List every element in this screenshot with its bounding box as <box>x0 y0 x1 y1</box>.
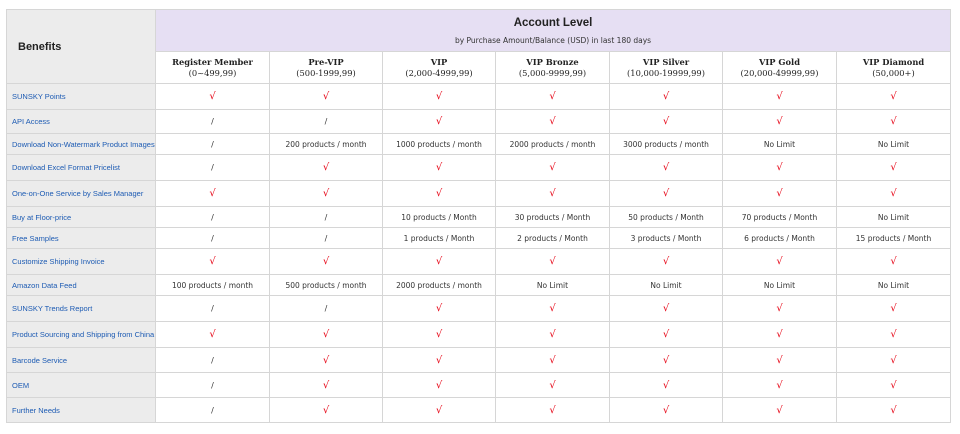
level-column-header <box>837 52 951 84</box>
check-icon: √ <box>890 188 897 199</box>
benefit-cell-included <box>156 181 270 207</box>
benefit-cell-unavailable <box>156 228 270 249</box>
check-icon: √ <box>322 162 330 173</box>
check-icon: √ <box>322 256 330 267</box>
benefit-cell-included <box>496 110 610 134</box>
level-range: (500-1999,99) <box>296 67 356 78</box>
benefit-cell-unavailable <box>156 155 270 181</box>
check-icon: √ <box>322 354 330 366</box>
check-icon: √ <box>890 329 897 340</box>
benefit-cell-unavailable <box>270 228 383 249</box>
benefit-cell-included <box>723 249 837 275</box>
check-icon: √ <box>322 379 330 391</box>
level-name: VIP Bronze <box>526 56 579 67</box>
check-icon: √ <box>435 303 443 314</box>
benefit-quota: 3 products / Month <box>630 233 702 243</box>
benefit-cell-included <box>270 249 383 275</box>
benefit-quota: No Limit <box>536 280 569 290</box>
benefit-cell-quota <box>723 134 837 155</box>
benefit-cell-quota <box>383 228 496 249</box>
benefit-cell-included <box>270 84 383 110</box>
benefit-quota: 2 products / Month <box>517 233 588 243</box>
check-icon: √ <box>890 404 897 416</box>
benefit-cell-unavailable <box>270 207 383 228</box>
benefit-link[interactable]: One-on-One Service by Sales Manager <box>7 181 156 207</box>
benefit-cell-included <box>723 322 837 348</box>
level-range: (2,000-4999,99) <box>405 67 473 78</box>
benefit-cell-included <box>496 322 610 348</box>
benefit-quota: 2000 products / month <box>509 139 596 149</box>
level-range: (20,000-49999,99) <box>740 67 819 78</box>
table-row <box>7 249 951 275</box>
benefit-link[interactable]: SUNSKY Points <box>7 84 156 110</box>
benefit-cell-unavailable <box>156 110 270 134</box>
benefit-cell-quota <box>837 275 951 296</box>
benefit-cell-quota <box>496 228 610 249</box>
benefit-quota: No Limit <box>650 280 682 290</box>
benefit-cell-included <box>837 84 951 110</box>
benefit-cell-included <box>383 181 496 207</box>
benefit-cell-included <box>383 322 496 348</box>
benefit-cell-included <box>723 181 837 207</box>
benefit-cell-quota <box>383 134 496 155</box>
check-icon: √ <box>776 91 783 102</box>
benefit-cell-included <box>383 110 496 134</box>
check-icon: √ <box>435 188 443 199</box>
benefit-cell-unavailable <box>156 207 270 228</box>
check-icon: √ <box>662 329 670 340</box>
level-range: (50,000+) <box>872 67 915 78</box>
benefit-quota: 15 products / Month <box>855 233 932 243</box>
benefit-quota: 70 products / Month <box>741 212 818 222</box>
benefit-cell-quota <box>723 275 837 296</box>
check-icon: √ <box>435 162 443 173</box>
benefit-cell-unavailable <box>156 134 270 155</box>
table-row <box>7 322 951 348</box>
check-icon: √ <box>890 354 897 366</box>
benefit-quota: 200 products / month <box>285 139 367 149</box>
benefit-link[interactable]: Barcode Service <box>7 348 156 373</box>
check-icon: √ <box>435 256 443 267</box>
level-name: VIP Diamond <box>862 56 925 67</box>
benefit-cell-included <box>270 348 383 373</box>
benefit-cell-included <box>496 84 610 110</box>
benefit-cell-included <box>610 110 723 134</box>
benefit-cell-included <box>496 249 610 275</box>
check-icon: √ <box>776 354 783 366</box>
account-level-table <box>6 9 951 423</box>
check-icon: √ <box>549 91 556 102</box>
benefit-link[interactable]: Free Samples <box>7 228 156 249</box>
benefit-link[interactable]: Amazon Data Feed <box>7 275 156 296</box>
check-icon: √ <box>776 116 783 127</box>
level-column-header <box>383 52 496 84</box>
benefit-cell-included <box>837 110 951 134</box>
benefit-cell-included <box>610 373 723 398</box>
benefit-quota: No Limit <box>763 280 796 290</box>
benefit-cell-included <box>610 322 723 348</box>
table-row <box>7 181 951 207</box>
not-available-mark: / <box>211 304 214 313</box>
check-icon: √ <box>662 116 670 127</box>
benefits-comparison <box>6 9 951 423</box>
check-icon: √ <box>549 354 556 366</box>
level-range: (5,000-9999,99) <box>518 67 587 78</box>
benefit-cell-included <box>496 181 610 207</box>
benefit-cell-quota <box>270 134 383 155</box>
benefits-body <box>7 84 951 423</box>
check-icon: √ <box>209 329 216 340</box>
level-range: (10,000-19999,99) <box>627 67 705 78</box>
benefit-cell-quota <box>723 228 837 249</box>
benefit-cell-included <box>610 398 723 423</box>
benefit-cell-quota <box>610 275 723 296</box>
benefit-cell-quota <box>383 275 496 296</box>
benefit-link[interactable]: Product Sourcing and Shipping from China <box>7 322 156 348</box>
benefit-quota: 10 products / Month <box>401 212 477 222</box>
check-icon: √ <box>549 404 556 416</box>
check-icon: √ <box>435 379 443 391</box>
benefit-cell-quota <box>837 207 951 228</box>
table-row <box>7 348 951 373</box>
benefit-cell-included <box>383 398 496 423</box>
benefit-cell-included <box>270 322 383 348</box>
check-icon: √ <box>662 188 670 199</box>
benefit-cell-unavailable <box>156 398 270 423</box>
check-icon: √ <box>322 91 330 102</box>
check-icon: √ <box>209 256 216 267</box>
check-icon: √ <box>776 188 783 199</box>
check-icon: √ <box>549 379 556 391</box>
benefit-cell-included <box>496 296 610 322</box>
check-icon: √ <box>662 256 670 267</box>
benefit-cell-included <box>610 296 723 322</box>
account-level-subtitle: by Purchase Amount/Balance (USD) in last 180 days <box>454 36 652 45</box>
benefit-cell-included <box>270 373 383 398</box>
benefit-cell-included <box>270 155 383 181</box>
check-icon: √ <box>890 116 897 127</box>
benefit-cell-unavailable <box>156 373 270 398</box>
benefit-link[interactable]: Download Non-Watermark Product Images <box>7 134 156 155</box>
check-icon: √ <box>322 188 330 199</box>
benefit-cell-included <box>723 348 837 373</box>
benefit-cell-included <box>156 84 270 110</box>
benefit-cell-included <box>383 296 496 322</box>
benefit-quota: 100 products / month <box>171 280 254 290</box>
check-icon: √ <box>549 116 556 127</box>
check-icon: √ <box>776 404 783 416</box>
benefit-cell-quota <box>496 207 610 228</box>
check-icon: √ <box>662 404 670 416</box>
benefit-cell-included <box>610 84 723 110</box>
check-icon: √ <box>435 404 443 416</box>
benefit-link[interactable]: API Access <box>7 110 156 134</box>
not-available-mark: / <box>211 233 214 243</box>
benefit-cell-included <box>496 348 610 373</box>
benefit-quota: 3000 products / month <box>623 139 709 149</box>
benefit-quota: 30 products / Month <box>514 212 591 222</box>
benefit-cell-included <box>837 348 951 373</box>
level-name: Pre-VIP <box>308 56 344 67</box>
not-available-mark: / <box>324 212 328 222</box>
benefit-cell-included <box>610 249 723 275</box>
benefit-cell-included <box>837 322 951 348</box>
benefit-quota: 6 products / Month <box>744 233 815 243</box>
benefit-cell-included <box>496 373 610 398</box>
benefit-cell-unavailable <box>270 110 383 134</box>
check-icon: √ <box>322 404 330 416</box>
check-icon: √ <box>776 329 783 340</box>
check-icon: √ <box>549 329 556 340</box>
level-column-header <box>610 52 723 84</box>
benefit-cell-included <box>837 373 951 398</box>
check-icon: √ <box>209 188 216 199</box>
not-available-mark: / <box>211 212 214 222</box>
benefit-cell-quota <box>723 207 837 228</box>
benefit-quota: 500 products / month <box>285 280 367 290</box>
check-icon: √ <box>322 329 330 340</box>
level-range: (0~499,99) <box>188 67 237 78</box>
benefit-cell-included <box>837 398 951 423</box>
benefit-quota: 1 products / Month <box>403 233 475 243</box>
table-row <box>7 228 951 249</box>
check-icon: √ <box>549 256 556 267</box>
benefit-cell-included <box>383 373 496 398</box>
not-available-mark: / <box>324 304 328 313</box>
check-icon: √ <box>890 162 897 173</box>
table-row <box>7 134 951 155</box>
level-name: VIP Silver <box>642 56 690 67</box>
table-row <box>7 110 951 134</box>
level-name: VIP Gold <box>758 56 801 67</box>
check-icon: √ <box>549 162 556 173</box>
level-column-header <box>723 52 837 84</box>
benefit-cell-included <box>610 181 723 207</box>
check-icon: √ <box>776 256 783 267</box>
account-level-title: Account Level <box>513 17 593 29</box>
table-row <box>7 84 951 110</box>
not-available-mark: / <box>211 355 214 365</box>
table-row <box>7 207 951 228</box>
benefit-cell-included <box>610 155 723 181</box>
benefit-cell-included <box>383 249 496 275</box>
check-icon: √ <box>890 256 897 267</box>
benefit-cell-quota <box>837 228 951 249</box>
table-row <box>7 296 951 322</box>
check-icon: √ <box>662 303 670 314</box>
benefit-cell-included <box>723 373 837 398</box>
check-icon: √ <box>662 354 670 366</box>
check-icon: √ <box>209 91 216 102</box>
benefit-link[interactable]: Customize Shipping Invoice <box>7 249 156 275</box>
benefit-quota: 1000 products / month <box>396 139 482 149</box>
check-icon: √ <box>776 303 783 314</box>
benefit-cell-included <box>723 155 837 181</box>
benefits-header: Benefits <box>7 10 156 84</box>
check-icon: √ <box>435 354 443 366</box>
benefit-link[interactable]: Buy at Floor-price <box>7 207 156 228</box>
benefit-cell-quota <box>156 275 270 296</box>
not-available-mark: / <box>211 163 214 172</box>
benefit-cell-quota <box>610 228 723 249</box>
benefit-cell-quota <box>496 134 610 155</box>
not-available-mark: / <box>324 117 328 126</box>
level-name: Register Member <box>172 56 253 67</box>
not-available-mark: / <box>211 380 214 390</box>
benefit-cell-included <box>837 181 951 207</box>
table-row <box>7 373 951 398</box>
benefit-link[interactable]: Further Needs <box>7 398 156 423</box>
not-available-mark: / <box>211 117 214 126</box>
benefit-cell-quota <box>270 275 383 296</box>
benefit-cell-included <box>496 155 610 181</box>
not-available-mark: / <box>324 233 328 243</box>
level-column-header <box>496 52 610 84</box>
check-icon: √ <box>662 162 670 173</box>
not-available-mark: / <box>211 139 214 149</box>
check-icon: √ <box>435 329 443 340</box>
check-icon: √ <box>890 91 897 102</box>
level-column-header <box>270 52 383 84</box>
benefit-cell-quota <box>610 207 723 228</box>
benefit-quota: No Limit <box>877 280 910 290</box>
benefit-cell-included <box>723 398 837 423</box>
benefit-cell-quota <box>496 275 610 296</box>
check-icon: √ <box>549 303 556 314</box>
benefit-cell-included <box>383 155 496 181</box>
benefit-quota: No Limit <box>763 139 796 149</box>
not-available-mark: / <box>211 405 214 415</box>
check-icon: √ <box>549 188 556 199</box>
check-icon: √ <box>776 162 783 173</box>
benefit-link[interactable]: OEM <box>7 373 156 398</box>
benefit-quota: 50 products / Month <box>628 212 704 222</box>
benefit-cell-included <box>610 348 723 373</box>
level-name: VIP <box>430 56 448 67</box>
check-icon: √ <box>890 303 897 314</box>
benefit-cell-included <box>383 84 496 110</box>
benefit-cell-included <box>837 155 951 181</box>
benefit-cell-included <box>383 348 496 373</box>
benefit-cell-quota <box>837 134 951 155</box>
level-column-header <box>156 52 270 84</box>
benefit-cell-included <box>496 398 610 423</box>
check-icon: √ <box>776 379 783 391</box>
benefit-cell-unavailable <box>156 348 270 373</box>
benefit-quota: No Limit <box>877 139 910 149</box>
table-row <box>7 398 951 423</box>
check-icon: √ <box>662 91 670 102</box>
benefit-cell-included <box>156 322 270 348</box>
benefit-cell-included <box>837 249 951 275</box>
benefit-cell-included <box>270 398 383 423</box>
check-icon: √ <box>662 379 670 391</box>
benefit-cell-included <box>723 296 837 322</box>
benefit-quota: No Limit <box>877 212 910 222</box>
check-icon: √ <box>435 116 443 127</box>
benefit-link[interactable]: Download Excel Format Pricelist <box>7 155 156 181</box>
benefit-cell-included <box>270 181 383 207</box>
benefit-cell-quota <box>383 207 496 228</box>
benefit-cell-unavailable <box>270 296 383 322</box>
benefit-cell-quota <box>610 134 723 155</box>
benefit-cell-included <box>156 249 270 275</box>
benefit-link[interactable]: SUNSKY Trends Report <box>7 296 156 322</box>
benefit-cell-unavailable <box>156 296 270 322</box>
check-icon: √ <box>890 379 897 391</box>
table-row <box>7 155 951 181</box>
benefit-cell-included <box>837 296 951 322</box>
check-icon: √ <box>435 91 443 102</box>
benefit-cell-included <box>723 84 837 110</box>
account-level-header <box>156 10 951 52</box>
table-row <box>7 275 951 296</box>
benefit-cell-included <box>723 110 837 134</box>
benefit-quota: 2000 products / month <box>396 280 482 290</box>
